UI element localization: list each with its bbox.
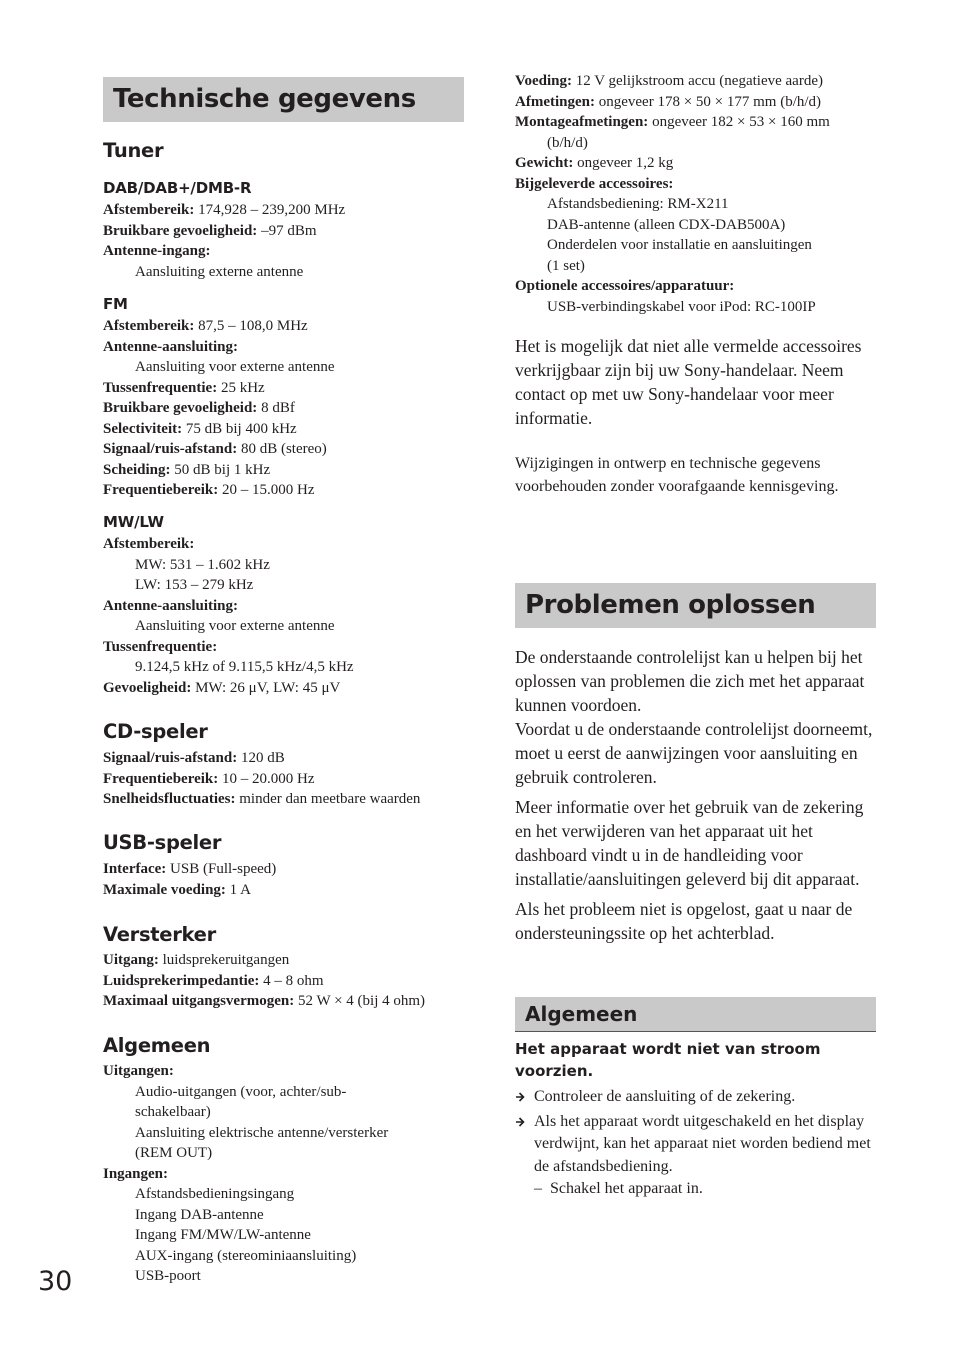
spec-key: Scheiding: (103, 461, 171, 478)
spec-line (103, 1102, 388, 1123)
spec-line (103, 419, 335, 440)
usb-speler-heading: USB-speler (103, 831, 222, 854)
spec-key: Voeding: (515, 73, 572, 89)
spec-value: 87,5 – 108,0 MHz (194, 318, 308, 334)
mwlw-spec-list (103, 534, 354, 698)
spec-line (103, 971, 425, 992)
spec-value: 10 – 20.000 Hz (218, 770, 315, 787)
spec-key: Antenne-aansluiting: (103, 338, 239, 355)
usb-spec-list (103, 859, 276, 900)
spec-value: 80 dB (stereo) (237, 441, 327, 457)
spec-line (515, 133, 830, 154)
spec-value: Onderdelen voor installatie en aansluitingen (547, 237, 812, 253)
spec-value: Ingang DAB-antenne (135, 1206, 264, 1223)
spec-value: USB-verbindingskabel voor iPod: RC-100IP (547, 298, 816, 315)
cd-speler-heading: CD-speler (103, 720, 208, 743)
spec-key: Afstembereik: (103, 318, 195, 334)
spec-key: Uitgang: (103, 952, 159, 968)
spec-value: (REM OUT) (135, 1145, 213, 1161)
spec-line (103, 1061, 388, 1082)
problemen-oplossen-heading: Problemen oplossen (515, 583, 876, 628)
algemeen-troubleshooting-heading: Algemeen (515, 997, 876, 1032)
spec-key: Antenne-aansluiting: (103, 597, 239, 614)
spec-value: MW: 26 μV, LW: 45 μV (191, 679, 341, 696)
spec-value: AUX-ingang (stereominiaansluiting) (135, 1247, 357, 1264)
dab-spec-list (103, 200, 345, 282)
spec-value: 50 dB bij 1 kHz (170, 461, 271, 478)
spec-key: Afstembereik: (103, 536, 195, 552)
spec-value: DAB-antenne (alleen CDX-DAB500A) (547, 216, 786, 233)
spec-value: LW: 153 – 279 kHz (135, 577, 254, 593)
algemeen-spec-heading: Algemeen (103, 1034, 211, 1057)
spec-value: (1 set) (547, 257, 585, 274)
spec-key: Afmetingen: (515, 93, 595, 110)
spec-key: Snelheidsfluctuaties: (103, 791, 236, 807)
spec-value: Audio-uitgangen (voor, achter/sub- (135, 1083, 347, 1100)
spec-value: Aansluiting voor externe antenne (135, 618, 335, 634)
problem-title: Het apparaat wordt niet van stroom voorzien. (515, 1040, 821, 1080)
spec-key: Antenne-ingang: (103, 243, 211, 259)
versterker-heading: Versterker (103, 923, 216, 946)
sub-solution-item (515, 1178, 876, 1201)
solution-list (515, 1086, 876, 1201)
spec-line (103, 1082, 388, 1103)
spec-line (515, 194, 830, 215)
spec-line (103, 555, 354, 576)
spec-value: 8 dBf (257, 400, 295, 416)
dab-subheading: DAB/DAB+/DMB-R (103, 179, 252, 197)
solution-text: Controleer de aansluiting of de zekering. (534, 1088, 796, 1105)
spec-line (103, 575, 354, 596)
spec-value: (b/h/d) (547, 134, 588, 151)
spec-line (103, 357, 335, 378)
spec-key: Ingangen: (103, 1165, 169, 1182)
intro-paragraph-2: Voordat u de onderstaande controlelijst doorneemt, moet u eerst de aanwijzingen voor aansluiting en gebruik controleren. (515, 719, 873, 787)
spec-line (103, 221, 345, 242)
mwlw-subheading: MW/LW (103, 513, 164, 531)
spec-key: Bijgeleverde accessoires: (515, 175, 674, 192)
spec-key: Signaal/ruis-afstand: (103, 441, 238, 457)
spec-line (103, 316, 335, 337)
sub-solution-text: Schakel het apparaat in. (550, 1180, 703, 1197)
spec-value: minder dan meetbare waarden (235, 791, 421, 807)
tuner-heading: Tuner (103, 139, 164, 162)
availability-note: Het is mogelijk dat niet alle vermelde accessoires verkrijgbaar zijn bij uw Sony-handelaar. Neem contact op met uw Sony-handelaar voor meer informatie. (515, 336, 862, 428)
spec-line (103, 1143, 388, 1164)
spec-key: Tussenfrequentie: (103, 638, 218, 655)
intro-paragraph-1: De onderstaande controlelijst kan u helpen bij het oplossen van problemen die zich met het apparaat kunnen voordoen. (515, 647, 865, 715)
intro-paragraph-3: Meer informatie over het gebruik van de zekering en het verwijderen van het apparaat uit het dashboard vindt u in de handleiding voor installatie/aansluitingen geleverd bij dit apparaat. (515, 797, 864, 889)
spec-value: USB (Full-speed) (166, 861, 277, 877)
solution-item (515, 1111, 876, 1179)
spec-key: Montageafmetingen: (515, 114, 649, 130)
spec-line (103, 616, 354, 637)
spec-line (103, 1225, 388, 1246)
spec-key: Frequentiebereik: (103, 482, 219, 498)
spec-line (103, 1246, 388, 1267)
intro-paragraph-4: Als het probleem niet is opgelost, gaat u naar de ondersteuningssite op het achterblad. (515, 899, 853, 943)
spec-line (103, 678, 354, 699)
cd-spec-list (103, 748, 420, 810)
spec-line (103, 200, 345, 221)
spec-value: Ingang FM/MW/LW-antenne (135, 1227, 311, 1243)
spec-line (515, 174, 830, 195)
arrow-right-icon (515, 1116, 525, 1128)
spec-key: Optionele accessoires/apparatuur: (515, 278, 735, 294)
spec-key: Uitgangen: (103, 1063, 174, 1079)
spec-line (103, 789, 420, 810)
fm-subheading: FM (103, 295, 128, 313)
spec-key: Bruikbare gevoeligheid: (103, 400, 258, 416)
spec-value: luidsprekeruitgangen (158, 952, 290, 968)
spec-line (103, 439, 335, 460)
spec-key: Maximaal uitgangsvermogen: (103, 993, 295, 1009)
spec-value: ongeveer 178 × 50 × 177 mm (b/h/d) (594, 93, 822, 110)
spec-line (103, 637, 354, 658)
spec-value: 1 A (225, 881, 251, 898)
spec-value: ongeveer 182 × 53 × 160 mm (648, 114, 830, 130)
spec-key: Frequentiebereik: (103, 770, 219, 787)
spec-value: –97 dBm (257, 222, 317, 239)
spec-line (103, 480, 335, 501)
spec-value: 120 dB (237, 750, 285, 766)
spec-line (103, 657, 354, 678)
spec-value: 9.124,5 kHz of 9.115,5 kHz/4,5 kHz (135, 659, 354, 675)
changes-note: Wijzigingen in ontwerp en technische gegevens voorbehouden zonder voorafgaande kennisgeving. (515, 455, 839, 495)
spec-key: Afstembereik: (103, 202, 195, 218)
troubleshooting-intro (515, 645, 876, 945)
spec-value: 4 – 8 ohm (259, 972, 324, 989)
spec-line (103, 769, 420, 790)
spec-line (103, 1266, 388, 1287)
spec-line (103, 337, 335, 358)
dash-marker: – (534, 1180, 542, 1197)
spec-line (515, 276, 830, 297)
spec-value: MW: 531 – 1.602 kHz (135, 556, 270, 573)
spec-value: schakelbaar) (135, 1104, 211, 1120)
spec-value: Afstandsbediening: RM-X211 (547, 196, 729, 212)
spec-key: Interface: (103, 861, 167, 877)
spec-line (103, 596, 354, 617)
spec-key: Gevoeligheid: (103, 679, 192, 696)
spec-line (103, 1123, 388, 1144)
spec-key: Maximale voeding: (103, 881, 226, 898)
spec-key: Gewicht: (515, 155, 574, 171)
algemeen-spec-list-continued (515, 71, 830, 317)
spec-line (103, 748, 420, 769)
spec-line (515, 92, 830, 113)
algemeen-spec-list (103, 1061, 388, 1287)
spec-line (515, 215, 830, 236)
spec-value: 25 kHz (217, 379, 265, 396)
arrow-right-icon (515, 1091, 525, 1103)
spec-value: Aansluiting externe antenne (135, 263, 304, 280)
spec-line (103, 378, 335, 399)
spec-value: 12 V gelijkstroom accu (negatieve aarde) (571, 73, 823, 89)
spec-value: ongeveer 1,2 kg (573, 155, 674, 171)
spec-value: Aansluiting voor externe antenne (135, 359, 335, 375)
spec-value: 52 W × 4 (bij 4 ohm) (294, 993, 426, 1009)
spec-line (103, 859, 276, 880)
page-number: 30 (38, 1266, 73, 1297)
versterker-spec-list (103, 950, 425, 1012)
solution-item (515, 1086, 876, 1109)
fm-spec-list (103, 316, 335, 501)
solution-text: Als het apparaat wordt uitgeschakeld en het display verdwijnt, kan het apparaat niet worden bediend met de afstandsbediening. (534, 1112, 871, 1175)
spec-value: Aansluiting elektrische antenne/versterker (135, 1124, 389, 1141)
spec-line (103, 1205, 388, 1226)
spec-key: Luidsprekerimpedantie: (103, 972, 260, 989)
spec-value: 174,928 – 239,200 MHz (194, 202, 346, 218)
spec-line (103, 262, 345, 283)
technische-gegevens-heading: Technische gegevens (103, 77, 464, 122)
spec-line (515, 235, 830, 256)
spec-key: Selectiviteit: (103, 420, 183, 437)
spec-line (103, 950, 425, 971)
spec-line (103, 1184, 388, 1205)
spec-key: Tussenfrequentie: (103, 379, 218, 396)
spec-line (103, 398, 335, 419)
spec-line (103, 1164, 388, 1185)
spec-line (515, 112, 830, 133)
spec-line (515, 256, 830, 277)
spec-line (515, 71, 830, 92)
spec-line (103, 460, 335, 481)
spec-key: Signaal/ruis-afstand: (103, 750, 238, 766)
spec-line (103, 991, 425, 1012)
spec-line (103, 241, 345, 262)
spec-value: 75 dB bij 400 kHz (182, 420, 297, 437)
spec-line (103, 880, 276, 901)
spec-value: 20 – 15.000 Hz (218, 482, 315, 498)
spec-line (103, 534, 354, 555)
spec-value: USB-poort (135, 1268, 201, 1284)
spec-value: Afstandsbedieningsingang (135, 1186, 295, 1202)
spec-line (515, 153, 830, 174)
spec-key: Bruikbare gevoeligheid: (103, 222, 258, 239)
spec-line (515, 297, 830, 318)
